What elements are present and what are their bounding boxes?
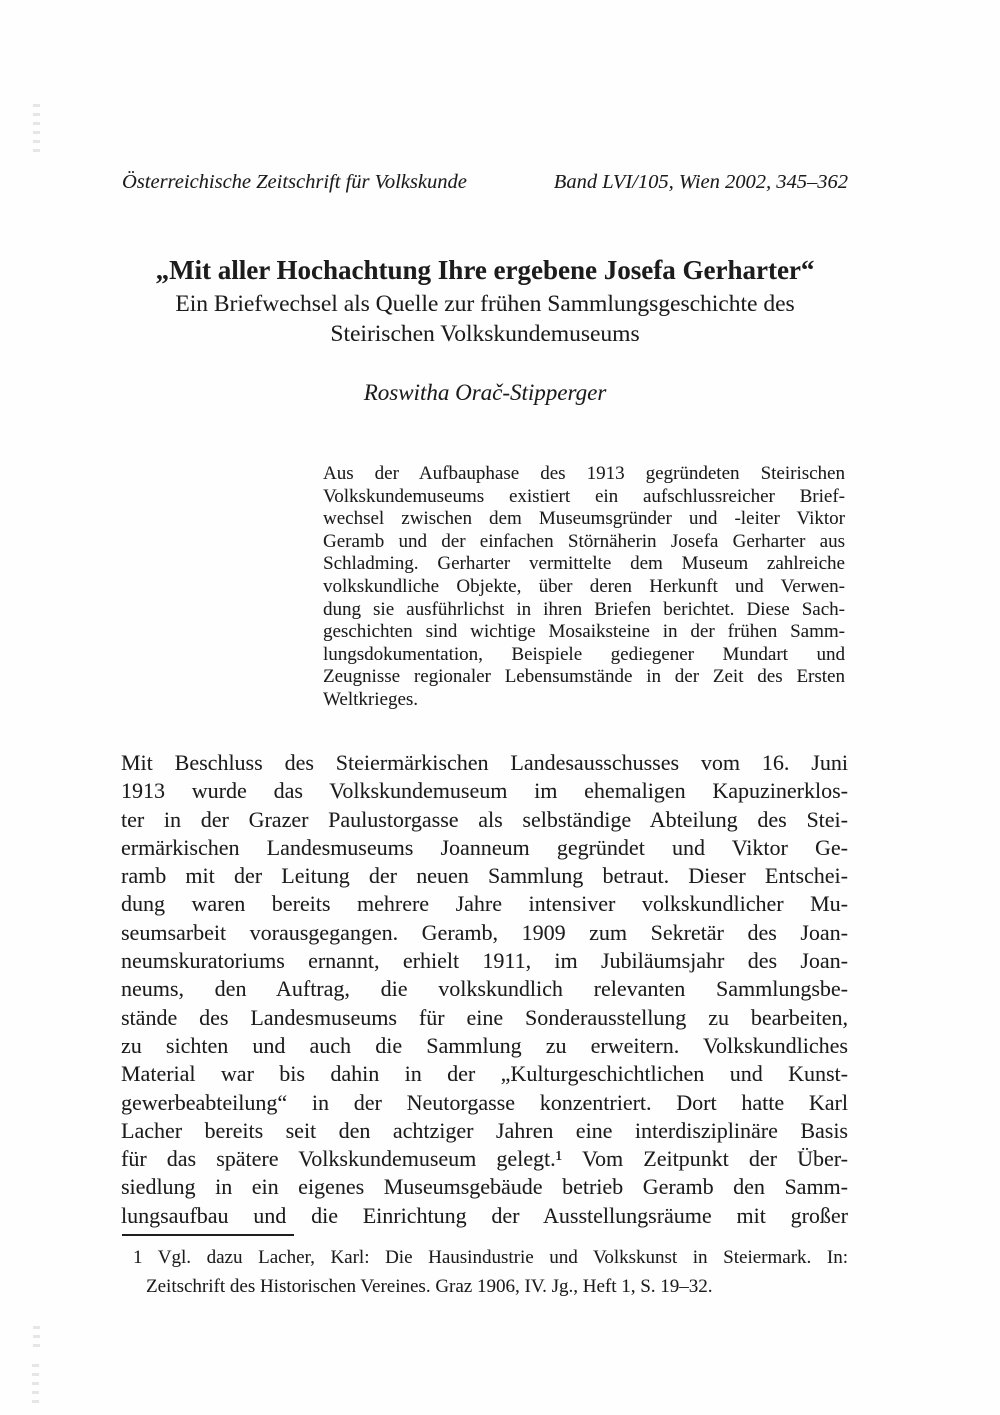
- abstract-line: Aus der Aufbauphase des 1913 gegründeten Steirischen: [323, 463, 845, 484]
- abstract-line: Geramb und der einfachen Störnäherin Josefa Gerharter aus: [323, 530, 845, 552]
- abstract-line: lungsdokumentation, Beispiele gediegener Mundart und: [323, 643, 845, 665]
- scan-artifact: [28, 1364, 42, 1404]
- journal-header: [122, 169, 848, 195]
- abstract-line: wechsel zwischen dem Museumsgründer und -leiter Viktor: [323, 508, 845, 530]
- body-line: lungsaufbau und die Einrichtung der Ausstellungsräume mit großer: [121, 1202, 848, 1228]
- abstract-line: Zeugnisse regionaler Lebensumstände in der Zeit des Ersten: [323, 666, 845, 688]
- journal-title: Österreichische Zeitschrift für Volkskunde: [122, 171, 467, 193]
- subtitle-line: Steirischen Volkskundemuseums: [330, 321, 640, 347]
- footnote-line: Zeitschrift des Historischen Vereines. Graz 1906, IV. Jg., Heft 1, S. 19–32.: [146, 1276, 713, 1297]
- footnote-block: [122, 1243, 848, 1301]
- body-line: stände des Landesmuseums für eine Sonderausstellung zu bearbeiten,: [121, 1004, 848, 1030]
- abstract-line: Weltkrieges.: [323, 688, 419, 710]
- author-name: Roswitha Orač-Stipperger: [363, 380, 607, 405]
- abstract-line: Volkskundemuseums existiert ein aufschlussreicher Brief-: [323, 485, 845, 507]
- footnote-separator-rule: [122, 1234, 294, 1236]
- abstract-line: dung sie ausführlichst in ihren Briefen berichtet. Diese Sach-: [323, 598, 845, 620]
- body-text: [121, 749, 848, 1230]
- body-line: Material war bis dahin in der „Kulturgeschichtlichen und Kunst-: [121, 1061, 848, 1087]
- abstract-line: Schladming. Gerharter vermittelte dem Museum zahlreiche: [323, 553, 845, 575]
- body-line: gewerbeabteilung“ in der Neutorgasse konzentriert. Dort hatte Karl: [121, 1089, 848, 1115]
- body-line: ter in der Grazer Paulustorgasse als selbständige Abteilung des Stei-: [121, 806, 848, 832]
- body-line: Mit Beschluss des Steiermärkischen Landesausschusses vom 16. Juni: [121, 750, 848, 775]
- body-line: Lacher bereits seit den achtziger Jahren eine interdisziplinäre Basis: [121, 1117, 848, 1143]
- body-line: 1913 wurde das Volkskundemuseum im ehemaligen Kapuzinerklos-: [121, 778, 848, 804]
- body-line: ermärkischen Landesmuseums Joanneum gegründet und Viktor Ge-: [121, 834, 848, 860]
- body-line: zu sichten und auch die Sammlung zu erweitern. Volkskundliches: [121, 1032, 848, 1058]
- body-line: dung waren bereits mehrere Jahre intensiver volkskundlicher Mu-: [121, 891, 848, 917]
- abstract-line: geschichten sind wichtige Mosaiksteine in der frühen Samm-: [323, 621, 845, 643]
- article-subtitle: [122, 289, 848, 349]
- body-line: neumskuratoriums ernannt, erhielt 1911, im Jubiläumsjahr des Joan-: [121, 948, 848, 974]
- article-title: „Mit aller Hochachtung Ihre ergebene Josefa Gerharter“: [155, 255, 815, 285]
- body-line: für das spätere Volkskundemuseum gelegt.¹ Vom Zeitpunkt der Über-: [121, 1146, 848, 1172]
- journal-issue-info: Band LVI/105, Wien 2002, 345–362: [553, 171, 848, 193]
- scan-artifact: [30, 104, 43, 152]
- scan-artifact: [30, 1326, 43, 1350]
- subtitle-line: Ein Briefwechsel als Quelle zur frühen Sammlungsgeschichte des: [175, 291, 795, 317]
- body-line: siedlung in ein eigenes Museumsgebäude betrieb Geramb den Samm-: [121, 1174, 848, 1200]
- footnote-line: 1 Vgl. dazu Lacher, Karl: Die Hausindustrie und Volkskunst in Steiermark. In:: [133, 1247, 848, 1268]
- abstract-line: volkskundliche Objekte, über deren Herkunft und Verwen-: [323, 575, 845, 597]
- body-line: seumsarbeit vorausgegangen. Geramb, 1909 zum Sekretär des Joan-: [121, 919, 848, 945]
- body-line: ramb mit der Leitung der neuen Sammlung betraut. Dieser Entschei-: [121, 863, 848, 889]
- body-line: neums, den Auftrag, die volkskundlich relevanten Sammlungsbe-: [121, 976, 848, 1002]
- abstract-block: [323, 463, 845, 712]
